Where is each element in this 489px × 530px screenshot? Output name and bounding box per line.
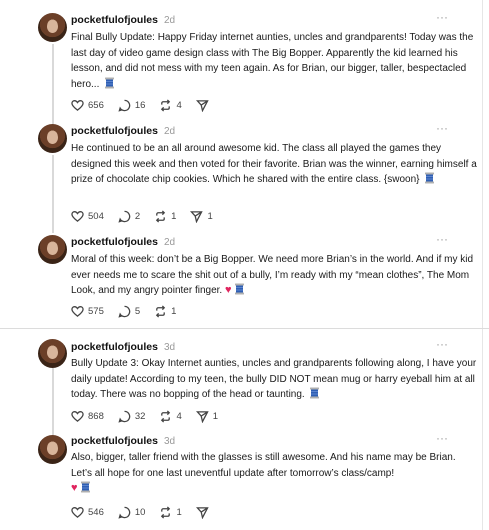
repost-icon (154, 210, 167, 223)
post-text (71, 252, 477, 299)
reply-button[interactable] (118, 506, 146, 519)
spool-icon (80, 481, 91, 493)
share-button[interactable] (196, 506, 213, 519)
spool-icon (104, 77, 115, 89)
post-time: 3d (163, 435, 176, 447)
heart-emoji-icon: ♥ (71, 482, 78, 494)
post-header (71, 12, 175, 28)
heart-outline-icon (71, 305, 84, 318)
post-header (71, 339, 175, 355)
post-text (71, 141, 477, 188)
reply-button[interactable] (118, 410, 146, 423)
repost-button[interactable] (154, 210, 176, 223)
username[interactable]: pocketfulofjoules (71, 236, 158, 248)
send-icon (196, 506, 209, 519)
heart-outline-icon (71, 210, 84, 223)
post-text-body: Also, bigger, taller friend with the glasses is still awesome. And his name may be Brian. Let’s all hope for one last uneventful update after tomorrow’s class/camp! (71, 452, 456, 479)
comment-icon (118, 305, 131, 318)
thread-connector (52, 155, 54, 233)
post-text-body: Final Bully Update: Happy Friday internet aunties, uncles and grandparents! Today was the last day of video game design class with The Big Bopper. Apparently the kid learned his lesson, and did not mess with my teen again. As for Brian, our bigger, taller, bespectacled hero... (71, 32, 474, 90)
comment-icon (118, 210, 131, 223)
more-options-icon[interactable]: ··· (436, 431, 448, 445)
spool-icon (309, 387, 320, 399)
reply-count: 32 (134, 410, 146, 422)
post-actions (71, 208, 213, 224)
spool-icon (424, 172, 435, 184)
repost-count: 1 (171, 305, 177, 317)
repost-button[interactable] (159, 99, 181, 112)
like-button[interactable] (71, 506, 104, 519)
repost-icon (159, 99, 172, 112)
heart-outline-icon (71, 99, 84, 112)
like-button[interactable] (71, 410, 104, 423)
like-count: 575 (88, 305, 104, 317)
repost-button[interactable] (159, 506, 181, 519)
heart-outline-icon (71, 410, 84, 423)
share-button[interactable] (196, 99, 213, 112)
post-header (71, 234, 175, 250)
avatar[interactable] (38, 339, 67, 368)
repost-icon (159, 410, 172, 423)
post-actions (71, 303, 176, 319)
comment-icon (118, 410, 131, 423)
post-text (71, 450, 477, 497)
post-actions (71, 408, 218, 424)
post-text-body: He continued to be an all around awesome kid. The class all played the games they designed this week and then voted for their favorite. Brian was the winner, earning himself a prize of chocolate chip cookies. Which he shared with the entire class. {swoon} (71, 143, 477, 185)
post-text-body: Moral of this week: don’t be a Big Bopper. We need more Brian’s in the world. And if my kid ever needs me to scare the shit out of a bully, I’m ready with my “mean clothes”, The Mom Look, and my angry pointer finger. (71, 254, 474, 296)
share-button[interactable] (196, 410, 218, 423)
avatar[interactable] (38, 124, 67, 153)
share-button[interactable] (190, 210, 212, 223)
share-count: 1 (212, 410, 219, 422)
repost-count: 4 (176, 99, 182, 111)
like-count: 546 (88, 506, 104, 518)
repost-button[interactable] (154, 305, 176, 318)
reply-button[interactable] (118, 210, 140, 223)
like-count: 504 (88, 210, 104, 222)
more-options-icon[interactable]: ··· (436, 232, 448, 246)
repost-icon (159, 506, 172, 519)
more-options-icon[interactable]: ··· (436, 121, 448, 135)
share-count: 1 (207, 210, 213, 222)
reply-button[interactable] (118, 99, 146, 112)
send-icon (196, 410, 209, 423)
comment-icon (118, 99, 131, 112)
username[interactable]: pocketfulofjoules (71, 14, 158, 26)
repost-count: 1 (176, 506, 182, 518)
avatar[interactable] (38, 235, 67, 264)
like-count: 656 (88, 99, 104, 111)
heart-emoji-icon: ♥ (224, 284, 232, 296)
send-icon (190, 210, 203, 223)
post-time: 2d (163, 14, 176, 26)
post-time: 2d (163, 125, 176, 137)
post-text-body: Bully Update 3: Okay Internet aunties, uncles and grandparents following along, I have your daily update! According to my teen, the bully DID NOT mean mug or harry eyeball him at all today. There was no bopping of the head or taunting. (71, 358, 477, 400)
repost-button[interactable] (159, 410, 181, 423)
reply-count: 10 (134, 506, 146, 518)
thread-group-bully-update-3 (0, 330, 489, 530)
repost-count: 4 (176, 410, 182, 422)
post-actions (71, 504, 213, 520)
like-count: 868 (88, 410, 104, 422)
post-actions (71, 97, 213, 113)
reply-count: 5 (134, 305, 141, 317)
post-text (71, 30, 477, 92)
username[interactable]: pocketfulofjoules (71, 125, 158, 137)
username[interactable]: pocketfulofjoules (71, 341, 158, 353)
thread-connector (52, 44, 54, 126)
like-button[interactable] (71, 99, 104, 112)
spool-icon (234, 283, 245, 295)
post-time: 2d (163, 236, 176, 248)
post-time: 3d (163, 341, 176, 353)
avatar[interactable] (38, 435, 67, 464)
reply-count: 2 (134, 210, 141, 222)
post-header (71, 433, 175, 449)
avatar[interactable] (38, 13, 67, 42)
reply-count: 16 (134, 99, 146, 111)
post-text (71, 356, 477, 403)
repost-count: 1 (171, 210, 177, 222)
reply-button[interactable] (118, 305, 140, 318)
more-options-icon[interactable]: ··· (436, 10, 448, 24)
comment-icon (118, 506, 131, 519)
more-options-icon[interactable]: ··· (436, 337, 448, 351)
like-button[interactable] (71, 305, 104, 318)
send-icon (196, 99, 209, 112)
post-header (71, 123, 175, 139)
repost-icon (154, 305, 167, 318)
like-button[interactable] (71, 210, 104, 223)
heart-outline-icon (71, 506, 84, 519)
username[interactable]: pocketfulofjoules (71, 435, 158, 447)
